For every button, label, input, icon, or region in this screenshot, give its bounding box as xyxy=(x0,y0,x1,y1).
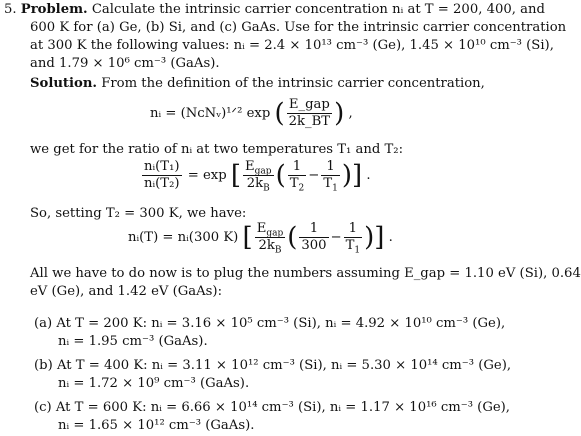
answer-a-label: (a) xyxy=(34,316,53,331)
eq1-fraction xyxy=(287,98,332,129)
answer-c-text-1: At T = 600 K: nᵢ = 6.66 × 10¹⁴ cm⁻³ (Si), nᵢ = 1.17 × 10¹⁶ cm⁻³ (Ge), xyxy=(55,400,511,415)
equation-ni: nᵢ(T) = nᵢ(300 K) [ $\frac{E_{gap}}{2k_B}$ ( $\frac{1}{300}$ − $\frac{1}{T_1}$ )] . xyxy=(128,221,393,256)
problem-line-2: 600 K for (a) Ge, (b) Si, and (c) GaAs. Use for the intrinsic carrier concentration xyxy=(30,20,567,35)
answer-b-label: (b) xyxy=(34,358,53,373)
ratio-text: we get for the ratio of nᵢ at two temperatures T₁ and T₂: xyxy=(30,142,404,157)
eq3-lhs: nᵢ(T) = nᵢ(300 K) xyxy=(128,230,239,245)
plug-text-2: eV (Ge), and 1.42 eV (GaAs): xyxy=(30,284,223,299)
problem-line-3: at 300 K the following values: nᵢ = 2.4 × 10¹³ cm⁻³ (Ge), 1.45 × 10¹⁰ cm⁻³ (Si), xyxy=(30,38,554,53)
solution-heading: Solution. xyxy=(30,76,97,91)
answer-c-line-2: nᵢ = 1.65 × 10¹² cm⁻³ (GaAs). xyxy=(58,418,255,433)
problem-heading: Problem. xyxy=(20,2,88,17)
problem-number: 5. xyxy=(4,2,17,17)
answer-a-line-1 xyxy=(34,316,505,332)
eq1-denominator: 2k_BT xyxy=(288,114,331,129)
eq2-lhs-den: nᵢ(T₂) xyxy=(144,176,180,191)
solution-intro: From the definition of the intrinsic carrier concentration, xyxy=(101,76,485,91)
answer-a-text-1: At T = 200 K: nᵢ = 3.16 × 10⁵ cm⁻³ (Si), nᵢ = 4.92 × 10¹⁰ cm⁻³ (Ge), xyxy=(56,316,506,331)
equation-ratio: $\frac{\text{nᵢ(T₁)}}{\text{nᵢ(T₂)}}$ = exp [ $\frac{E_{gap}}{2k_B}$ ( $\frac{1}{T_2}$ − $\frac{1}{T_1}$ )] . xyxy=(144,159,371,194)
eq2-lhs-fraction xyxy=(142,160,182,191)
problem-line-4: and 1.79 × 10⁶ cm⁻³ (GaAs). xyxy=(30,56,220,71)
answer-c-label: (c) xyxy=(34,400,52,415)
problem-line-1 xyxy=(4,2,545,18)
eq1-numerator: E_gap xyxy=(287,98,332,114)
equation-definition: nᵢ = (NᴄNᵥ)¹ᐟ² exp ( $\frac{\text{E\_gap}}{2k\_BT}$ ) , xyxy=(150,97,353,129)
setting-text: So, setting T₂ = 300 K, we have: xyxy=(30,206,247,221)
answer-c-line-1 xyxy=(34,400,510,416)
solution-line xyxy=(30,76,485,92)
eq2-mid: = exp xyxy=(187,168,227,183)
eq1-lhs: nᵢ = (NᴄNᵥ)¹ᐟ² exp xyxy=(150,106,271,121)
problem-text-1: Calculate the intrinsic carrier concentration nᵢ at T = 200, 400, and xyxy=(91,2,545,17)
eq2-lhs-num: nᵢ(T₁) xyxy=(144,159,180,174)
answer-b-text-1: At T = 400 K: nᵢ = 3.11 × 10¹² cm⁻³ (Si), nᵢ = 5.30 × 10¹⁴ cm⁻³ (Ge), xyxy=(56,358,512,373)
plug-text-1: All we have to do now is to plug the numbers assuming E_gap = 1.10 eV (Si), 0.64 xyxy=(30,266,581,281)
eq2-gap-frac: $\frac{E_{gap}}{2k_B}$ xyxy=(245,159,272,194)
answer-b-line-1 xyxy=(34,358,511,374)
answer-b-line-2: nᵢ = 1.72 × 10⁹ cm⁻³ (GaAs). xyxy=(58,376,250,391)
answer-a-line-2: nᵢ = 1.95 cm⁻³ (GaAs). xyxy=(58,334,208,349)
